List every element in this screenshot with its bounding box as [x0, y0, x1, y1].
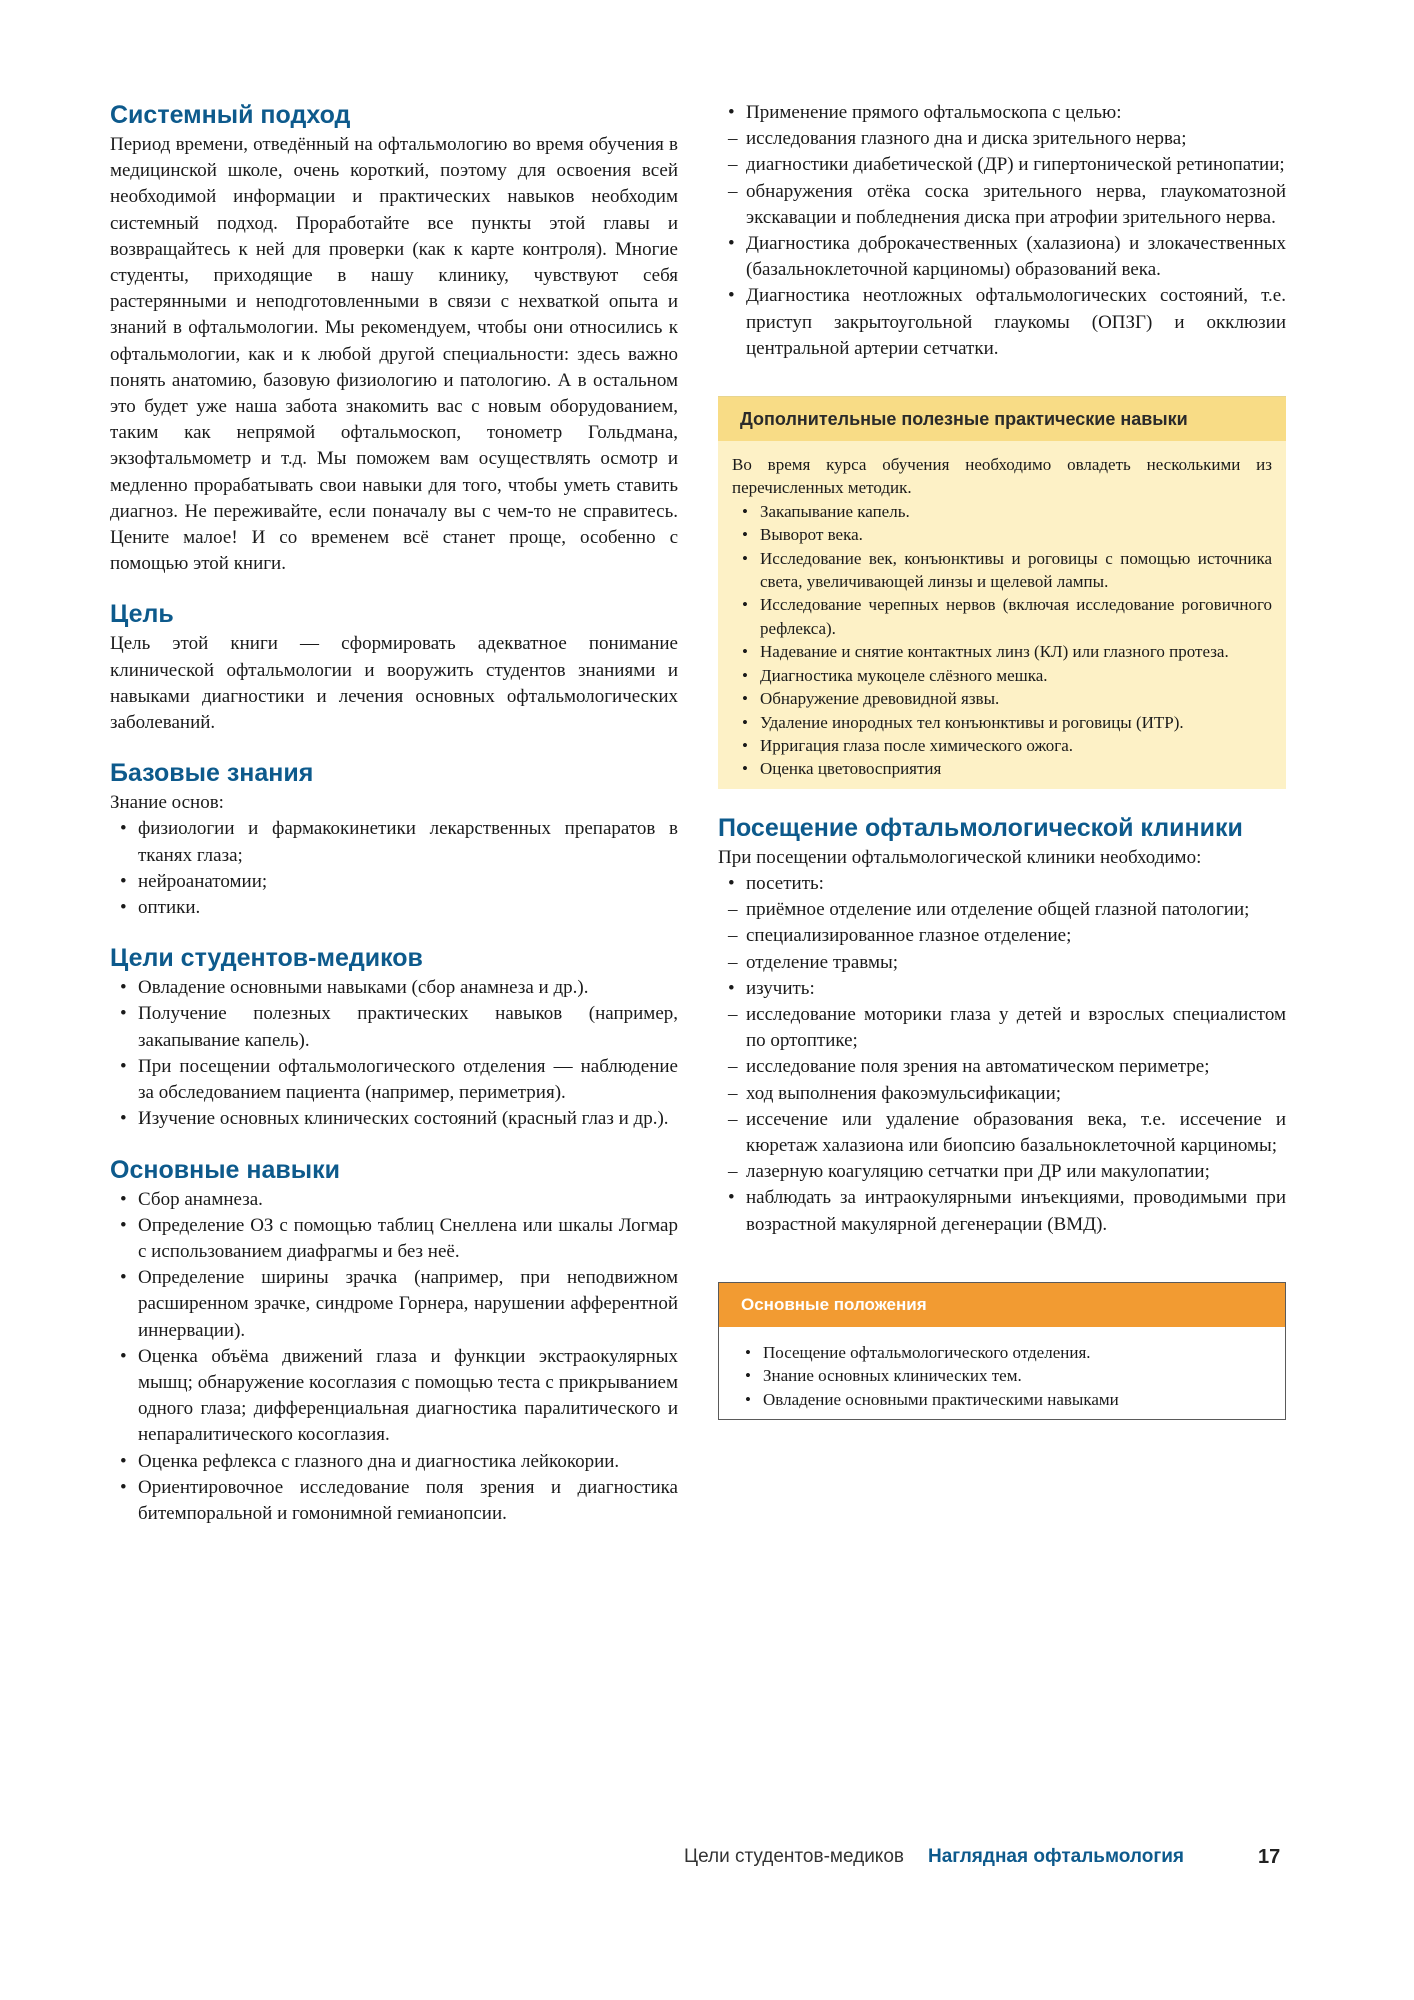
list-item: • Изучение основных клинических состояний (красный глаз и др.).: [110, 1106, 678, 1132]
list-item: – лазерную коагуляцию сетчатки при ДР или макулопатии;: [718, 1159, 1286, 1185]
page-number: 17: [1258, 1846, 1281, 1868]
list-item: – исследование поля зрения на автоматическом периметре;: [718, 1054, 1286, 1080]
bullet-list: [110, 1187, 678, 1528]
list-item: • оптики.: [110, 895, 678, 921]
section-student-goals: [110, 943, 678, 1132]
section-title: Цель: [110, 600, 174, 629]
left-column: [110, 100, 678, 1549]
list-item: • Овладение основными практическими навыками: [735, 1388, 1269, 1411]
list-item: – иссечение или удаление образования века, т.е. иссечение и кюретаж халазиона или биопсию базальноклеточной карциномы;: [718, 1107, 1286, 1159]
list-item: • нейроанатомии;: [110, 869, 678, 895]
list-item: – диагностики диабетической (ДР) и гипертонической ретинопатии;: [718, 152, 1286, 178]
list-item: • Овладение основными навыками (сбор анамнеза и др.).: [110, 975, 678, 1001]
list-item: • Закапывание капель.: [732, 500, 1272, 523]
section-systematic-approach: [110, 100, 678, 577]
section-goal: [110, 599, 678, 736]
ophthalmoscope-list: [718, 100, 1286, 362]
list-item: • Определение ширины зрачка (например, при неподвижном расширенном зрачке, синдроме Горнера, нарушении афферентной иннервации).: [110, 1265, 678, 1344]
box-list: [718, 500, 1286, 781]
section-body: Цель этой книги — сформировать адекватное понимание клинической офтальмологии и вооружить студентов знаниями и навыками диагностики и лечения основных офтальмологических заболеваний.: [110, 633, 678, 734]
list-item: • Выворот века.: [732, 523, 1272, 546]
list-item: • Исследование век, конъюнктивы и роговицы с помощью источника света, увеличивающей линзы и щелевой лампы.: [732, 547, 1272, 594]
list-item: – приёмное отделение или отделение общей глазной патологии;: [718, 897, 1286, 923]
section-title: Цели студентов-медиков: [110, 944, 423, 973]
list-item: – исследование моторики глаза у детей и взрослых специалистом по ортоптике;: [718, 1002, 1286, 1054]
key-points-box: [718, 1282, 1286, 1420]
box-title: Основные положения: [719, 1283, 1285, 1327]
list-item: • посетить:: [718, 871, 1286, 897]
list-item: • При посещении офтальмологического отделения — наблюдение за обследованием пациента (например, периметрия).: [110, 1054, 678, 1106]
extra-skills-box: [718, 396, 1286, 789]
visit-list: [718, 871, 1286, 1238]
list-item: • Исследование черепных нервов (включая исследование роговичного рефлекса).: [732, 593, 1272, 640]
list-item: • Определение ОЗ с помощью таблиц Снеллена или шкалы Логмар с использованием диафрагмы и без неё.: [110, 1213, 678, 1265]
section-basic-knowledge: [110, 758, 678, 921]
box-intro: Во время курса обучения необходимо овладеть несколькими из перечисленных методик.: [732, 455, 1272, 498]
footer-book-title: Наглядная офтальмология: [928, 1846, 1184, 1867]
list-item: – ход выполнения факоэмульсификации;: [718, 1081, 1286, 1107]
section-body: Период времени, отведённый на офтальмологию во время обучения в медицинской школе, очень короткий, поэтому для освоения всей необходимой информации и практических навыков необходим системный подход. Проработайте все пункты этой главы и возвращайтесь к ней для проверки (как к карте контроля). Многие студенты, приходящие в нашу клинику, чувствуют себя растерянными и неподготовленными в связи с нехваткой опыта и знаний в офтальмологии. Мы рекомендуем, чтобы они относились к офтальмологии, как и к любой другой специальности: здесь важно понять анатомию, базовую физиологию и патологию. А в остальном это будет уже наша забота знакомить вас с новым оборудованием, таким как непрямой офтальмоскоп, тонометр Гольдмана, экзофтальмометр и т.д. Мы поможем вам осуществлять осмотр и медленно прорабатывать свои навыки для того, чтобы уметь ставить диагноз. Не переживайте, если поначалу вы с чем-то не справитесь. Цените малое! И со временем всё станет проще, особенно с помощью этой книги.: [110, 134, 678, 575]
list-item: • наблюдать за интраокулярными инъекциями, проводимыми при возрастной макулярной дегенерации (ВМД).: [718, 1185, 1286, 1237]
list-item: – исследования глазного дна и диска зрительного нерва;: [718, 126, 1286, 152]
list-item: • Оценка цветовосприятия: [732, 757, 1272, 780]
list-item: • Знание основных клинических тем.: [735, 1364, 1269, 1387]
section-title: Базовые знания: [110, 759, 314, 788]
bullet-list: [110, 816, 678, 921]
section-title: Системный подход: [110, 101, 351, 129]
list-item: • Сбор анамнеза.: [110, 1187, 678, 1213]
section-intro: При посещении офтальмологической клиники необходимо:: [718, 846, 1202, 868]
list-item: • Надевание и снятие контактных линз (КЛ) или глазного протеза.: [732, 640, 1272, 663]
box-list: [719, 1341, 1285, 1411]
section-title: Посещение офтальмологической клиники: [718, 813, 1243, 842]
list-item: – обнаружения отёка соска зрительного нерва, глаукоматозной экскавации и побледнения диска при атрофии зрительного нерва.: [718, 179, 1286, 231]
footer-chapter: Цели студентов-медиков: [684, 1846, 904, 1867]
page-footer: [0, 1846, 1414, 1876]
list-item: • Диагностика доброкачественных (халазиона) и злокачественных (базальноклеточной карциномы) образований века.: [718, 231, 1286, 283]
list-item: • Ирригация глаза после химического ожога.: [732, 734, 1272, 757]
section-core-skills: [110, 1155, 678, 1528]
list-item: • Удаление инородных тел конъюнктивы и роговицы (ИТР).: [732, 711, 1272, 734]
list-item: – специализированное глазное отделение;: [718, 923, 1286, 949]
list-item: • Диагностика мукоцеле слёзного мешка.: [732, 664, 1272, 687]
list-item: • Оценка рефлекса с глазного дна и диагностика лейкокории.: [110, 1449, 678, 1475]
list-item: • Применение прямого офтальмоскопа с целью:: [718, 100, 1286, 126]
box-title: Дополнительные полезные практические навыки: [718, 397, 1286, 441]
list-item: • Получение полезных практических навыков (например, закапывание капель).: [110, 1001, 678, 1053]
right-column: [718, 100, 1286, 1420]
list-item: • физиологии и фармакокинетики лекарственных препаратов в тканях глаза;: [110, 816, 678, 868]
list-item: • изучить:: [718, 976, 1286, 1002]
bullet-list: [110, 975, 678, 1132]
section-clinic-visit: [718, 813, 1286, 1238]
list-item: • Диагностика неотложных офтальмологических состояний, т.е. приступ закрытоугольной глаукомы (ОПЗГ) и окклюзии центральной артерии сетчатки.: [718, 283, 1286, 362]
list-item: • Обнаружение древовидной язвы.: [732, 687, 1272, 710]
list-item: • Ориентировочное исследование поля зрения и диагностика битемпоральной и гомонимной гемианопсии.: [110, 1475, 678, 1527]
list-item: • Посещение офтальмологического отделения.: [735, 1341, 1269, 1364]
section-intro: Знание основ:: [110, 792, 224, 814]
section-title: Основные навыки: [110, 1155, 340, 1184]
list-item: • Оценка объёма движений глаза и функции экстраокулярных мышц; обнаружение косоглазия с помощью теста с прикрыванием одного глаза; дифференциальная диагностика паралитического и непаралитического косоглазия.: [110, 1344, 678, 1449]
list-item: – отделение травмы;: [718, 950, 1286, 976]
